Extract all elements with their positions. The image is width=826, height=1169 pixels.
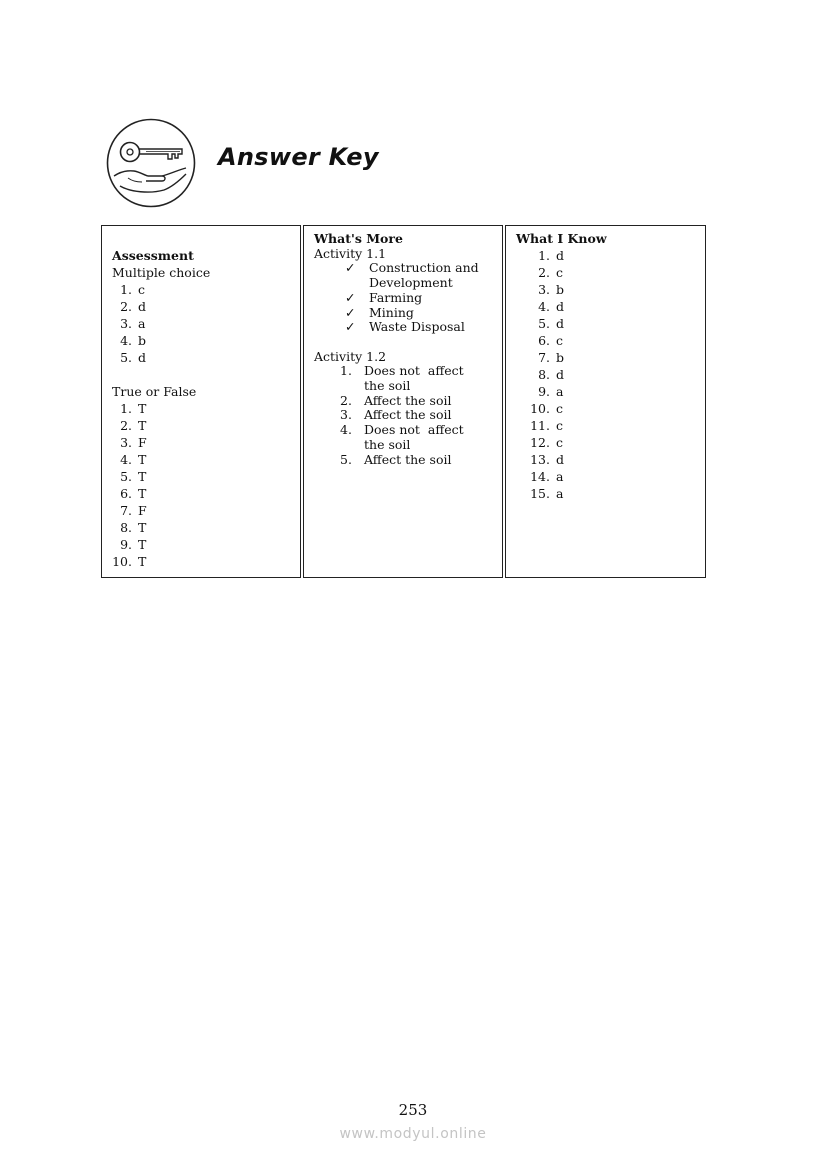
page-title: Answer Key bbox=[218, 143, 379, 171]
list-item: 1. T bbox=[120, 401, 147, 416]
list-item: 9. T bbox=[120, 537, 147, 552]
list-item: 1. Does not affect the soil bbox=[340, 363, 464, 394]
what-i-know-heading: What I Know bbox=[516, 231, 607, 246]
list-item: 5. T bbox=[120, 469, 147, 484]
list-item: 1. d bbox=[538, 248, 565, 263]
list-item: 14. a bbox=[530, 469, 564, 484]
activity-1-2-label: Activity 1.2 bbox=[314, 348, 387, 364]
list-item: 15. a bbox=[530, 486, 564, 501]
multiple-choice-label: Multiple choice bbox=[112, 265, 211, 280]
list-item: 1. c bbox=[120, 282, 146, 297]
list-item: 8. T bbox=[120, 520, 147, 535]
watermark: www.modyul.online bbox=[339, 1126, 487, 1142]
list-item: ✓ Mining bbox=[345, 304, 414, 320]
list-item: 5. Affect the soil bbox=[340, 451, 452, 467]
checkmark-icon: ✓ bbox=[345, 304, 356, 320]
what-i-know-list bbox=[516, 247, 607, 502]
what-i-know-box bbox=[505, 225, 706, 578]
multiple-choice-list bbox=[112, 281, 210, 366]
list-item: 7. b bbox=[538, 350, 565, 365]
list-item: 12. c bbox=[530, 435, 564, 450]
list-item: 2. Affect the soil bbox=[340, 392, 452, 408]
assessment-box bbox=[101, 225, 301, 578]
list-item: 2. c bbox=[538, 265, 564, 280]
list-item: 4. b bbox=[120, 333, 147, 348]
list-item: 6. c bbox=[538, 333, 564, 348]
list-item: 10. T bbox=[112, 554, 147, 569]
list-item: ✓ Construction and Development bbox=[345, 260, 479, 291]
key-in-hand-icon bbox=[106, 118, 196, 208]
list-item: 9. a bbox=[538, 384, 564, 399]
page-number: 253 bbox=[398, 1101, 428, 1119]
list-item: 4. d bbox=[538, 299, 565, 314]
list-item: ✓ Farming bbox=[345, 289, 423, 305]
list-item: 5. d bbox=[538, 316, 565, 331]
list-item: 5. d bbox=[120, 350, 147, 365]
list-item: 13. d bbox=[530, 452, 565, 467]
true-false-label: True or False bbox=[112, 384, 197, 399]
whats-more-box bbox=[303, 225, 503, 578]
list-item: 2. d bbox=[120, 299, 147, 314]
list-item: 8. d bbox=[538, 367, 565, 382]
list-item: 3. Affect the soil bbox=[340, 407, 452, 423]
list-item: 3. a bbox=[120, 316, 146, 331]
list-item: 4. T bbox=[120, 452, 147, 467]
list-item: 6. T bbox=[120, 486, 147, 501]
list-item: 10. c bbox=[530, 401, 564, 416]
list-item: 3. b bbox=[538, 282, 565, 297]
list-item: 11. c bbox=[530, 418, 564, 433]
list-item: 3. F bbox=[120, 435, 147, 450]
activity-1-1-label: Activity 1.1 bbox=[314, 245, 387, 261]
assessment-heading: Assessment bbox=[112, 248, 194, 263]
list-item: ✓ Waste Disposal bbox=[345, 319, 465, 335]
checkmark-icon: ✓ bbox=[345, 319, 356, 335]
whats-more-heading: What's More bbox=[314, 231, 403, 246]
list-item: 7. F bbox=[120, 503, 147, 518]
true-false-list bbox=[112, 400, 210, 570]
list-item: 2. T bbox=[120, 418, 147, 433]
list-item: 4. Does not affect the soil bbox=[340, 422, 464, 452]
checkmark-icon: ✓ bbox=[345, 289, 356, 305]
checkmark-icon: ✓ bbox=[345, 260, 356, 276]
